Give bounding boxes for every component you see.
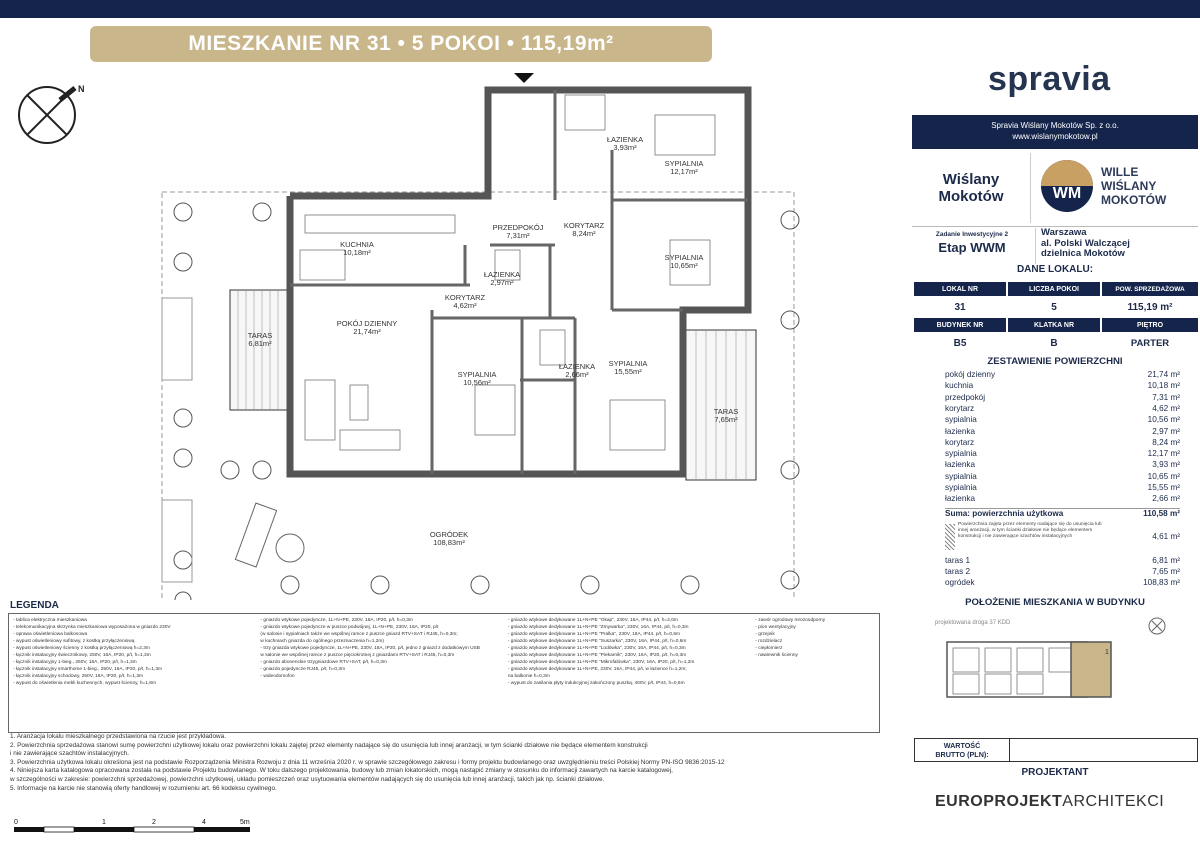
area-value-cell <box>1152 494 1180 503</box>
unit: m² <box>1170 494 1180 504</box>
logo-mono: WM <box>1052 185 1082 202</box>
address-city: Warszawa <box>1041 227 1087 238</box>
legend-item: - grzejnik <box>755 632 775 637</box>
header-pow: POW. SPRZEDAŻOWA <box>1102 282 1198 296</box>
room-area: 10,56m² <box>463 378 491 387</box>
header-lokal: LOKAL NR <box>914 282 1006 296</box>
task-label: Zadanie Inwestycyjne 2 <box>935 231 1009 238</box>
extra-value-cell <box>1152 556 1180 565</box>
legend-box <box>8 613 880 733</box>
area-row <box>945 449 1180 458</box>
legend-item: - zawór ogrodowy mrozoodporny <box>755 618 826 623</box>
room-area: 10,18m² <box>343 248 371 257</box>
area-value: 10,65 <box>1147 471 1169 481</box>
compass-icon <box>19 84 85 143</box>
legend-title: LEGENDA <box>10 600 59 611</box>
projektant-label: PROJEKTANT <box>1021 767 1089 778</box>
area-row <box>945 415 1180 424</box>
wartosc-box <box>914 738 1198 762</box>
address-district: dzielnica Mokotów <box>1041 248 1125 259</box>
room-area: 2,97m² <box>490 278 514 287</box>
room-area: 15,55m² <box>614 367 642 376</box>
room-label: SYPIALNIA <box>664 253 704 262</box>
legend-item: - ciepłomierz <box>755 646 783 651</box>
note-line: 4. Niniejsza karta katalogowa opracowana została na podstawie Projektu budowlanego. W toku dalszego projektowania, budowy lub zmian lokatorskich, mogą nastąpić zmiany w stosunku do informacji zawartych na karcie katalogowej, <box>10 767 673 775</box>
scale-label: 0 <box>14 819 18 826</box>
room-label: OGRÓDEK <box>429 530 469 539</box>
legend-item: - wypust oświetleniowy ścienny z kostką przyłączeniową h=2,3m <box>13 646 150 651</box>
legend-item: - oprawa oświetleniowa balkonowa <box>13 632 88 637</box>
sum-value-cell <box>1143 509 1180 518</box>
room-area: 7,65m² <box>714 415 738 424</box>
unit: m² <box>1170 471 1180 481</box>
area-value-cell <box>1152 460 1180 469</box>
value-lokal: 31 <box>954 301 966 313</box>
project-name-box <box>912 153 1030 223</box>
area-value-cell <box>1148 415 1180 424</box>
area-row <box>945 381 1180 390</box>
area-value: 10,18 <box>1147 381 1169 391</box>
header-budynek: BUDYNEK NR <box>914 318 1006 332</box>
room-label: SYPIALNIA <box>664 159 704 168</box>
legend-item: - łącznik instalacyjny 1-bieg., 250V, 16A, IP20, p/t, h=1,3m <box>13 660 137 665</box>
unit: m² <box>1170 437 1180 447</box>
wartosc-label: BRUTTO (PLN): <box>935 750 989 759</box>
road-label: projektowana droga 37 KDD <box>935 620 1011 626</box>
area-name: łazienka <box>945 494 976 504</box>
area-name: sypialnia <box>945 449 977 459</box>
address-street: al. Polski Walczącej <box>1041 237 1130 249</box>
project-logo <box>1030 153 1198 223</box>
extra-value: 108,83 <box>1143 578 1169 587</box>
logo-text: MOKOTÓW <box>1101 193 1167 207</box>
header-pokoje: LICZBA POKOI <box>1008 282 1100 296</box>
legend-item: - gniazdo wtykowe dedykowane 1L+N+PE "Pralka", 230V, 16A, IP44, p/t, h=0,6m <box>507 632 680 637</box>
room-label: ŁAZIENKA <box>558 362 596 371</box>
extra-name: taras 2 <box>945 567 971 576</box>
area-name: łazienka <box>945 460 976 470</box>
area-value-cell <box>1152 427 1180 436</box>
scale-label: 4 <box>202 819 206 826</box>
scale-label: 2 <box>152 819 156 826</box>
unit: m² <box>1169 508 1180 518</box>
brand-logo: spravia <box>988 60 1111 98</box>
area-row <box>945 494 1180 503</box>
area-note-value <box>1120 532 1180 541</box>
area-value: 15,55 <box>1147 483 1169 492</box>
unit: m² <box>1170 567 1180 576</box>
legend-item: - łącznik instalacyjny smarthome 1-bieg., 250V, 16A, IP20, p/t, h=1,3m <box>13 667 163 672</box>
room-label: KORYTARZ <box>444 293 486 302</box>
room-label: POKÓJ DZIENNY <box>336 319 398 328</box>
area-value: 7,31 <box>1152 392 1169 402</box>
legend-item: w salonie we wspólnej ramce z puszce pięciokrotnej z gniazdami RTV+SAT i RJ45, h=0,3m <box>260 653 455 658</box>
unit: m² <box>1170 370 1180 379</box>
polozenie-title: POŁOŻENIE MIESZKANIA W BUDYNKU <box>965 597 1145 608</box>
note-line: 5. Informacje na karcie nie stanowią oferty handlowej w rozumieniu art. 66 kodeksu cywilnego. <box>10 784 277 792</box>
project-name-line: Wiślany <box>942 171 1000 188</box>
legend-item: - gniazdo wtykowe dedykowane 1L+N+PE "Mikrofalówka", 230V, 16A, IP20, p/t, h=1,2m <box>507 660 695 665</box>
area-value: 4,62 <box>1152 403 1169 413</box>
area-value-cell <box>1148 370 1180 379</box>
room-area: 12,17m² <box>670 167 698 176</box>
legend <box>8 600 880 730</box>
area-name: przedpokój <box>945 392 986 402</box>
compass-letter: N <box>78 84 85 94</box>
extra-row <box>945 567 1180 576</box>
area-row <box>945 483 1180 492</box>
area-name: korytarz <box>945 437 975 447</box>
room-area: 6,81m² <box>248 339 272 348</box>
extra-name: ogródek <box>945 578 975 587</box>
address-box <box>1035 228 1195 264</box>
unit: m² <box>1170 403 1180 413</box>
area-value: 10,56 <box>1147 415 1169 425</box>
note-line: w szczególności w zakresie: powierzchni sprzedażowej, powierzchni użytkowej, układu pomieszczeń oraz usytuowania elementów nadających się do usunięcia lub innej aranżacji, takich jak np. ścianki działowe. <box>10 775 605 783</box>
room-area: 3,93m² <box>613 143 637 152</box>
area-value: 21,74 <box>1147 370 1169 379</box>
area-name: łazienka <box>945 426 976 436</box>
room-label: TARAS <box>713 407 739 416</box>
building-location-map <box>925 612 1170 722</box>
dane-title: DANE LOKALU: <box>1016 264 1094 275</box>
area-row <box>945 438 1180 447</box>
area-row <box>945 404 1180 413</box>
extra-row <box>945 556 1180 565</box>
area-value-cell <box>1148 483 1180 492</box>
sum-value: 110,58 <box>1143 508 1168 518</box>
unit: m² <box>1170 556 1180 565</box>
extra-value-cell <box>1152 567 1180 576</box>
unit: m² <box>1170 578 1180 587</box>
legend-item: na balkonie h=0,3m <box>507 674 550 679</box>
tree-icon <box>174 203 192 600</box>
legend-column <box>751 614 879 732</box>
room-area: 8,24m² <box>572 229 596 238</box>
legend-item: (w salonie i sypialniach także we wspólnej ramce z puszce gniazd RTV+SAT i RJ45, h=0,3m; <box>260 632 458 637</box>
area-name: korytarz <box>945 403 975 413</box>
legend-item: - gniazdo wtykowe dedykowane 1L+N+PE "Lodówka", 230V, 16A, IP44, p/t, h=0,3m <box>507 646 686 651</box>
area-value-cell <box>1152 393 1180 402</box>
area-name: sypialnia <box>945 471 977 481</box>
page-title: MIESZKANIE NR 31 • 5 POKOI • 115,19m² <box>90 26 712 62</box>
area-name: sypialnia <box>945 483 977 492</box>
legend-item: w kuchniach gniazda do ogólnego przeznaczenia h=1,2m) <box>260 639 385 644</box>
legend-item: - gniazdo wtykowe dedykowane 1L+N+PE "Piekarnik", 230V, 16A, IP20, p/t, h=0,3m <box>507 653 687 658</box>
unit: m² <box>1170 392 1180 402</box>
projektant-bold: EUROPROJEKT <box>935 793 1063 810</box>
note-line: 3. Powierzchnia użytkowa lokalu określona jest na podstawie Rozporządzenia Ministra Rozwoju z dnia 11 września 2020 r. w sprawie szczegółowego zakresu i formy projektu budowlanego oraz uwzględnieniu treści Polskiej Normy PN-ISO 9836:2015-12 <box>10 758 725 766</box>
area-value: 2,66 <box>1152 494 1169 504</box>
unit: m² <box>1170 426 1180 436</box>
legend-item: - nawiewnik ścienny <box>755 653 798 658</box>
room-label: ŁAZIENKA <box>606 135 644 144</box>
legend-column <box>256 614 503 732</box>
area-row <box>945 393 1180 402</box>
legend-item: - łącznik instalacyjny świecznikowy, 250V, 16A, IP20, p/t, h=1,3m <box>13 653 151 658</box>
header-pietro: PIĘTRO <box>1102 318 1198 332</box>
extra-name: taras 1 <box>945 556 971 565</box>
company-website: www.wislanymokotow.pl <box>1012 132 1098 141</box>
unit: m² <box>1170 483 1180 492</box>
notes <box>10 733 895 793</box>
legend-column <box>504 614 751 732</box>
floor-plan <box>0 62 905 600</box>
legend-item: - łącznik instalacyjny schodowy, 250V, 16A, IP20, p/t, h=1,3m <box>13 674 143 679</box>
area-row <box>945 460 1180 469</box>
area-value: 2,97 <box>1152 426 1169 436</box>
legend-item: - gniazdo wtykowe pojedyncze w puszce podwójnej, 1L+N+PE, 230V, 16A, IP20, p/t <box>260 625 439 630</box>
unit: m² <box>1170 460 1180 470</box>
legend-item: - wypust do zasilania płyty indukcyjnej zakończony puszką, 400V, p/t, IP44, h=0,6m <box>507 681 685 686</box>
extra-value-cell <box>1143 578 1180 587</box>
unit: m² <box>1170 532 1180 541</box>
legend-item: - wypust oświetleniowy sufitowy, z kostką przyłączeniową <box>13 639 135 644</box>
area-value: 12,17 <box>1147 449 1169 459</box>
legend-item: - gniazdo wtykowe dedykowane 1L+N+PE, 230V, 16A, IP44, p/t, w łazience h=1,2m; <box>507 667 687 672</box>
room-label: PRZEDPOKÓJ <box>492 223 544 232</box>
legend-item: - gniazdo pojedyncze RJ45, p/t, h=0,3m <box>260 667 346 672</box>
area-value: 8,24 <box>1152 437 1169 447</box>
room-area: 7,31m² <box>506 231 530 240</box>
extra-value: 6,81 <box>1152 556 1169 565</box>
area-name: sypialnia <box>945 415 977 425</box>
note-value: 4,61 <box>1152 532 1169 541</box>
note-line: 1. Aranżacja lokalu mieszkalnego przedstawiona na rzucie jest przykładowa. <box>10 733 226 740</box>
area-note: Powierzchnia zajęta przez elementy nadające się do usunięcia lub innej aranżacji, w tym ścianki działowe nie będące elementem konstrukcji i nie zawierające szachtów instalacyjnych <box>958 522 1102 539</box>
value-budynek: B5 <box>953 337 967 349</box>
legend-item: - gniazdo wtykowe dedykowane 1L+N+PE "Zmywarka", 230V, 16A, IP44, p/t, h=0,3m <box>507 625 689 630</box>
area-row <box>945 427 1180 436</box>
area-name: kuchnia <box>945 381 974 391</box>
logo-emblem-icon <box>1037 156 1097 220</box>
company-name: Spravia Wiślany Mokotów Sp. z o.o. <box>991 121 1119 130</box>
legend-item: - gniazdo wtykowe dedykowane 1L+N+PE "Suszarka", 230V, 16A, IP44, p/t, h=0,6m <box>507 639 687 644</box>
legend-item: - trzy gniazda wtykowe pojedyncze, 1L+N+PE, 230V, 16A, IP20, p/t, jedno z gniazd z dodatkowym USB <box>260 646 480 651</box>
legend-item: - tablica elektryczna mieszkaniowa <box>13 618 87 623</box>
value-klatka: B <box>1050 337 1058 349</box>
unit: m² <box>1170 449 1180 459</box>
unit: m² <box>1170 381 1180 391</box>
room-area: 21,74m² <box>353 327 381 336</box>
legend-column <box>9 614 256 732</box>
unit: m² <box>1170 415 1180 425</box>
area-value-cell <box>1148 472 1180 481</box>
room-label: KUCHNIA <box>340 240 374 249</box>
legend-item: - gniazdo abonenckie trzygniazdowe RTV+SAT, p/t, h=0,3m <box>260 660 387 665</box>
stage-label: Etap WWM <box>938 240 1006 255</box>
legend-item: - telekomunikacyjna skrzynka mieszkaniowa wyposażona w gniazdo 230V <box>13 625 171 630</box>
room-area: 10,65m² <box>670 261 698 270</box>
value-pokoje: 5 <box>1051 301 1057 313</box>
wartosc-label: WARTOŚĆ <box>943 741 981 750</box>
room-area: 108,83m² <box>433 538 465 547</box>
room-area: 4,62m² <box>453 301 477 310</box>
legend-item: - pion wentylacyjny <box>755 625 796 630</box>
projektant-logo <box>935 793 1195 811</box>
area-value-cell <box>1148 449 1180 458</box>
zestawienie-title: ZESTAWIENIE POWIERZCHNI <box>987 356 1123 367</box>
area-row <box>945 472 1180 481</box>
projektant-thin: ARCHITEKCI <box>1062 793 1165 810</box>
legend-item: - gniazdo wtykowe dedykowane 1L+N+PE "Okap", 230V, 16A, IP44, p/t, h=2,0m <box>507 618 678 623</box>
sum-label: Suma: powierzchnia użytkowa <box>945 508 1064 518</box>
area-value-cell <box>1152 404 1180 413</box>
scale-bar <box>12 815 262 835</box>
room-label: SYPIALNIA <box>608 359 648 368</box>
room-label: KORYTARZ <box>563 221 605 230</box>
value-pietro: PARTER <box>1130 337 1170 349</box>
area-value-cell <box>1148 381 1180 390</box>
room-area: 2,66m² <box>565 370 589 379</box>
note-line: 2. Powierzchnia sprzedażowa stanowi sumę powierzchni użytkowej lokalu oraz powierzchni lokalu zajętej przez elementy nadające się do usunięcia lub innej aranżacji, w tym ścianki działowe nie będące elementem konstrukcji <box>10 741 648 749</box>
legend-item: - gniazdo wtykowe pojedyncze, 1L+N+PE, 230V, 16A, IP20, p/t, h=0,3m <box>260 618 413 623</box>
unit-label: 1 <box>1105 649 1109 656</box>
area-name: pokój dzienny <box>945 370 996 379</box>
scale-label: 5m <box>240 819 250 826</box>
logo-text: WILLE <box>1101 165 1139 179</box>
project-name-line: Mokotów <box>938 188 1004 205</box>
logo-text: WIŚLANY <box>1101 179 1157 193</box>
top-bar <box>0 0 1200 18</box>
area-sum-row <box>945 508 1180 518</box>
stage-box <box>912 228 1032 264</box>
room-label: SYPIALNIA <box>457 370 497 379</box>
area-row <box>945 370 1180 379</box>
legend-item: - rozdzielacz <box>755 639 783 644</box>
legend-item: - wypust do oświetlenia mebli kuchennych, wypust ścienny, h=1,8m <box>13 681 156 686</box>
room-label: TARAS <box>247 331 273 340</box>
room-label: ŁAZIENKA <box>483 270 521 279</box>
scale-label: 1 <box>102 819 106 826</box>
header-klatka: KLATKA NR <box>1008 318 1100 332</box>
value-pow: 115,19 m² <box>1127 301 1173 313</box>
area-value-cell <box>1152 438 1180 447</box>
extra-value: 7,65 <box>1152 567 1169 576</box>
company-box <box>912 115 1198 149</box>
note-hatch-icon <box>945 524 955 550</box>
area-value: 3,93 <box>1152 460 1169 470</box>
extra-row <box>945 578 1180 587</box>
legend-item: - wideodomofon <box>260 674 295 679</box>
note-line: i nie zawierające szachtów instalacyjnych. <box>10 750 129 758</box>
